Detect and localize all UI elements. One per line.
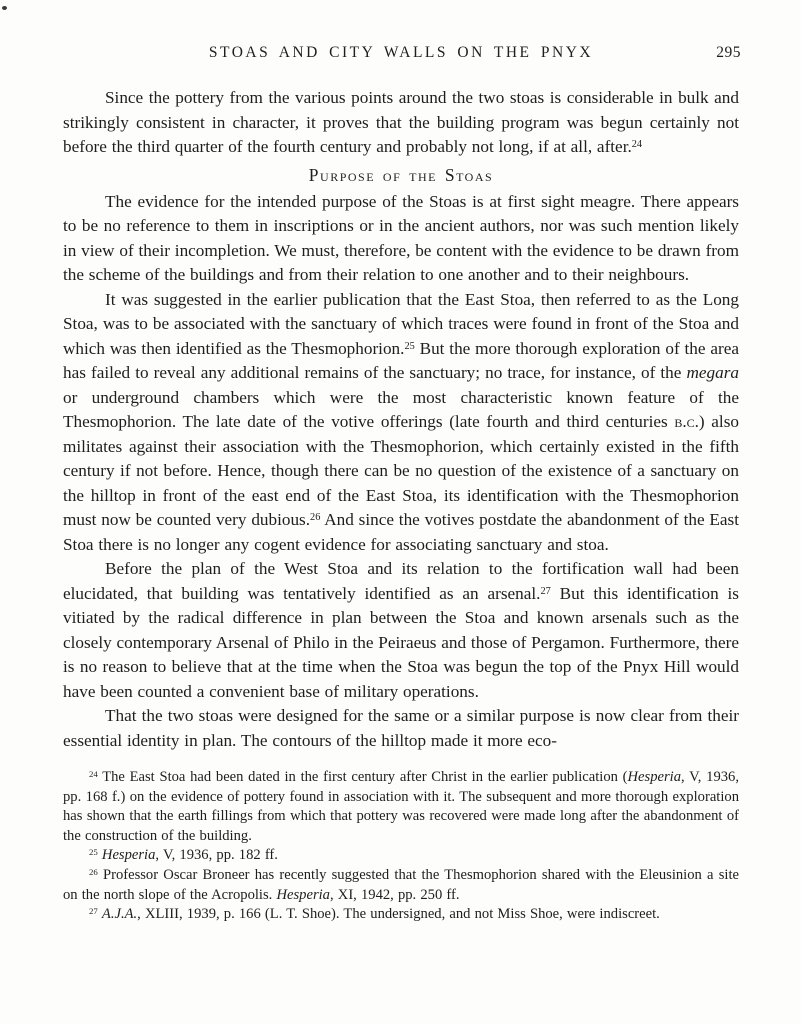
- paragraph: Since the pottery from the various points around the two stoas is considerable in bulk and strikingly consistent in character, it proves that the building program was begun certainly not before the third quarter of the fourth century and probably not long, if at all, after.$^{24}$: [63, 88, 739, 156]
- section-heading: Purpose of the Stoas: [308, 164, 494, 185]
- paragraph: The evidence for the intended purpose of the Stoas is at first sight meagre. There appears to be no reference to them in inscriptions or in the ancient authors, nor was such mention likely in view of their incompletion. We must, therefore, be content with the evidence to be drawn from the scheme of the buildings and from their relation to one another and to their neighbours.: [63, 191, 739, 284]
- article-body: [63, 86, 739, 925]
- paragraph: It was suggested in the earlier publication that the East Stoa, then referred to as the Long Stoa, was to be associated with the sanctuary of which traces were found in front of the Stoa and which was then identified as the Thesmophorion.$^{25}$ But the more thorough exploration of the area has failed to reveal any additional remains of the sanctuary; no trace, for instance, of the megara or underground chambers which were the most characteristic known feature of the Thesmophorion. The late date of the votive offerings (late fourth and third centuries b.c.) also militates against their association with the Thesmophorion, which certainly existed in the fifth century if not before. Hence, though there can be no question of the existence of a sanctuary on the hilltop in front of the east end of the East Stoa, its identification with the Thesmophorion must now be counted very dubious.$^{26}$ And since the votives postdate the abandonment of the East Stoa there is no longer any cogent evidence for associating sanctuary and stoa.: [63, 289, 739, 554]
- footnote: $^{25}$ Hesperia, V, 1936, pp. 182 ff.: [89, 847, 278, 864]
- footnote: $^{24}$ The East Stoa had been dated in the first century after Christ in the earlier publication (Hesperia, V, 1936, pp. 168 f.) on the evidence of pottery found in association with it. The subsequent and more thorough exploration has shown that the earth fillings from which that pottery was recovered were made long after the abandonment of the construction of the building.: [63, 769, 739, 844]
- running-head: [63, 44, 739, 62]
- paragraph: That the two stoas were designed for the same or a similar purpose is now clear from their essential identity in plan. The contours of the hilltop made it more eco-: [63, 706, 739, 750]
- footnotes-section: [63, 768, 739, 925]
- paragraph: Before the plan of the West Stoa and its relation to the fortification wall had been elucidated, that building was tentatively identified as an arsenal.$^{27}$ But this identification is vitiated by the radical difference in plan between the Stoa and known arsenals such as the closely contemporary Arsenal of Philo in the Peiraeus and those of Pergamon. Furthermore, there is no reason to believe that at the time when the Stoa was begun the top of the Pnyx Hill would have been counted a convenient base of military operations.: [63, 559, 739, 701]
- footnote: $^{27}$ A.J.A., XLIII, 1939, p. 166 (L. T. Shoe). The undersigned, and not Miss Shoe, were indiscreet.: [89, 906, 660, 923]
- running-title: STOAS AND CITY WALLS ON THE PNYX: [208, 44, 594, 61]
- scan-artifact-speck: [2, 6, 7, 10]
- footnote: $^{26}$ Professor Oscar Broneer has recently suggested that the Thesmophorion shared with the Eleusinion a site on the north slope of the Acropolis. Hesperia, XI, 1942, pp. 250 ff.: [63, 866, 739, 903]
- page-number: 295: [716, 44, 741, 61]
